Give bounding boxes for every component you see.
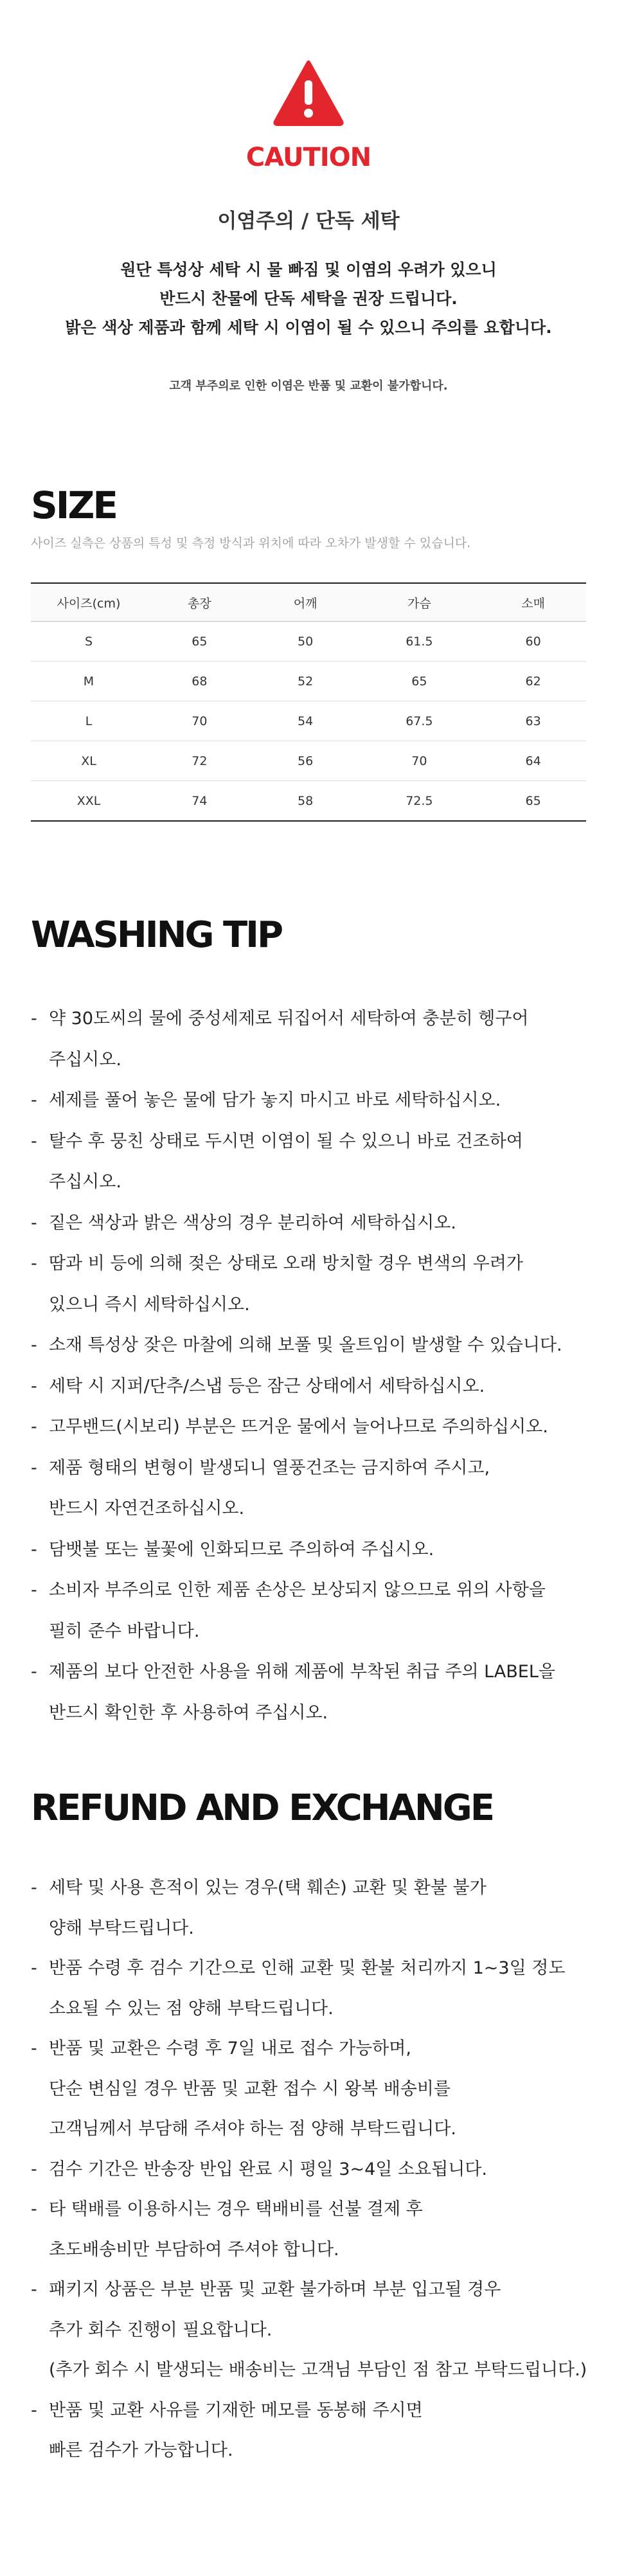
list-item	[31, 2316, 272, 2341]
table-row	[31, 622, 586, 662]
list-text: 양해 부탁드립니다.	[49, 1918, 194, 1938]
list-dash: -	[31, 1580, 37, 1600]
table-row	[31, 701, 586, 741]
list-text: 빠른 검수가 가능합니다.	[49, 2440, 233, 2460]
list-item	[31, 1372, 485, 1397]
table-cell: 70	[147, 701, 253, 741]
table-cell: XXL	[31, 781, 147, 822]
list-item	[31, 1657, 555, 1682]
list-item	[31, 1954, 565, 1979]
table-row	[31, 741, 586, 781]
list-item	[31, 1249, 523, 1274]
list-dash: -	[31, 1417, 37, 1437]
list-dash: -	[31, 2039, 37, 2058]
list-dash: -	[31, 1958, 37, 1978]
list-item	[31, 1045, 121, 1070]
list-item	[31, 1004, 528, 1029]
list-text: 소요될 수 있는 점 양해 부탁드립니다.	[49, 1998, 334, 2019]
list-item	[31, 1617, 199, 1642]
list-text: 약 30도씨의 물에 중성세제로 뒤집어서 세탁하여 충분히 헹구어	[49, 1009, 529, 1029]
list-item	[31, 2436, 233, 2461]
list-dash: -	[31, 2400, 37, 2420]
table-row	[31, 662, 586, 701]
table-cell: 61.5	[358, 622, 480, 662]
size-table-header: 가슴	[358, 583, 480, 622]
list-text: (추가 회수 시 발생되는 배송비는 고객님 부담인 점 참고 부탁드립니다.)	[49, 2360, 587, 2380]
table-cell: L	[31, 701, 147, 741]
list-text: 제품의 보다 안전한 사용을 위해 제품에 부착된 취급 주의 LABEL을	[49, 1662, 555, 1682]
list-item	[31, 2275, 501, 2300]
list-item	[31, 1994, 334, 2019]
caution-line: 밝은 색상 제품과 함께 세탁 시 이염이 될 수 있으니 주의를 요합니다.	[65, 318, 552, 337]
table-cell: M	[31, 662, 147, 701]
table-cell: 56	[253, 741, 359, 781]
list-dash: -	[31, 1539, 37, 1560]
table-cell: 67.5	[358, 701, 480, 741]
list-item	[31, 1331, 562, 1356]
list-item	[31, 1127, 523, 1152]
list-text: 세탁 시 지퍼/단추/스냅 등은 잠근 상태에서 세탁하십시오.	[49, 1376, 485, 1396]
list-dash: -	[31, 2199, 37, 2219]
list-item	[31, 1209, 456, 1234]
table-cell: 50	[253, 622, 359, 662]
table-cell: 65	[480, 781, 586, 822]
table-cell: 74	[147, 781, 253, 822]
table-cell: 65	[147, 622, 253, 662]
list-dash: -	[31, 1090, 37, 1110]
caution-note: 고객 부주의로 인한 이염은 반품 및 교환이 불가합니다.	[169, 379, 448, 393]
list-item	[31, 2075, 451, 2100]
list-text: 제품 형태의 변형이 발생되니 열풍건조는 금지하여 주시고,	[49, 1457, 490, 1478]
list-text: 초도배송비만 부담하여 주셔야 합니다.	[49, 2239, 339, 2260]
table-cell: 54	[253, 701, 359, 741]
list-item	[31, 1698, 328, 1724]
table-cell: 70	[358, 741, 480, 781]
list-item	[31, 1454, 490, 1479]
list-dash: -	[31, 1376, 37, 1396]
warning-triangle-icon	[273, 60, 344, 127]
list-item	[31, 1167, 121, 1193]
table-cell: 68	[147, 662, 253, 701]
list-item	[31, 2355, 587, 2381]
list-dash: -	[31, 1131, 37, 1151]
list-item	[31, 1290, 250, 1315]
list-item	[31, 1873, 487, 1898]
list-text: 패키지 상품은 부분 반품 및 교환 불가하며 부분 입고될 경우	[49, 2280, 501, 2300]
list-dash: -	[31, 1335, 37, 1355]
list-item	[31, 1535, 434, 1560]
refund-heading: REFUND AND EXCHANGE	[31, 1787, 493, 1829]
list-text: 짙은 색상과 밝은 색상의 경우 분리하여 세탁하십시오.	[49, 1212, 456, 1233]
size-table-header: 소매	[480, 583, 586, 622]
list-item	[31, 1086, 501, 1111]
table-cell: 60	[480, 622, 586, 662]
size-table	[31, 582, 586, 822]
list-item	[31, 2034, 411, 2059]
list-text: 반드시 자연건조하십시오.	[49, 1499, 245, 1518]
size-table-header: 사이즈(cm)	[31, 583, 147, 622]
list-dash: -	[31, 2280, 37, 2300]
list-text: 담뱃불 또는 불꽃에 인화되므로 주의하여 주십시오.	[49, 1539, 434, 1560]
list-text: 소비자 부주의로 인한 제품 손상은 보상되지 않으므로 위의 사항을	[49, 1580, 546, 1600]
list-item	[31, 2114, 456, 2139]
list-item	[31, 2195, 423, 2220]
table-cell: 64	[480, 741, 586, 781]
list-text: 단순 변심일 경우 반품 및 교환 접수 시 왕복 배송비를	[49, 2078, 451, 2099]
list-text: 필히 준수 바랍니다.	[49, 1621, 200, 1641]
list-item	[31, 2155, 487, 2180]
list-text: 반품 및 교환은 수령 후 7일 내로 접수 가능하며,	[49, 2039, 411, 2058]
list-dash: -	[31, 1254, 37, 1274]
caution-word: CAUTION	[246, 143, 371, 172]
list-dash: -	[31, 1457, 37, 1478]
list-text: 땀과 비 등에 의해 젖은 상태로 오래 방치할 경우 변색의 우려가	[49, 1254, 523, 1274]
list-dash: -	[31, 1878, 37, 1898]
size-note: 사이즈 실측은 상품의 특성 및 측정 방식과 위치에 따라 오차가 발생할 수 있습니다.	[31, 536, 471, 550]
table-cell: 52	[253, 662, 359, 701]
list-item	[31, 2235, 339, 2260]
table-row	[31, 781, 586, 822]
list-text: 검수 기간은 반송장 반입 완료 시 평일 3~4일 소요됩니다.	[49, 2159, 487, 2179]
size-heading: SIZE	[31, 483, 117, 527]
list-item	[31, 2396, 423, 2421]
list-dash: -	[31, 1212, 37, 1233]
size-table-header-row	[31, 583, 586, 622]
caution-title: 이염주의 / 단독 세탁	[217, 210, 400, 233]
list-dash: -	[31, 1009, 37, 1029]
list-text: 주십시오.	[49, 1172, 121, 1192]
list-text: 타 택배를 이용하시는 경우 택배비를 선불 결제 후	[49, 2199, 423, 2219]
table-cell: 72	[147, 741, 253, 781]
list-dash: -	[31, 1662, 37, 1682]
list-text: 탈수 후 뭉친 상태로 두시면 이염이 될 수 있으니 바로 건조하여	[49, 1131, 523, 1151]
table-cell: 65	[358, 662, 480, 701]
list-item	[31, 1576, 546, 1601]
list-text: 반품 및 교환 사유를 기재한 메모를 동봉해 주시면	[49, 2400, 423, 2420]
list-item	[31, 1412, 548, 1437]
table-cell: 63	[480, 701, 586, 741]
size-table-header: 총장	[147, 583, 253, 622]
list-text: 반품 수령 후 검수 기간으로 인해 교환 및 환불 처리까지 1~3일 정도	[49, 1958, 566, 1978]
list-text: 추가 회수 진행이 필요합니다.	[49, 2319, 273, 2340]
list-text: 주십시오.	[49, 1049, 121, 1070]
caution-line: 원단 특성상 세탁 시 물 빠짐 및 이염의 우려가 있으니	[120, 260, 497, 279]
list-text: 고객님께서 부담해 주셔야 하는 점 양해 부탁드립니다.	[49, 2119, 456, 2139]
list-dash: -	[31, 2159, 37, 2179]
size-table-header: 어깨	[253, 583, 359, 622]
list-text: 고무밴드(시보리) 부분은 뜨거운 물에서 늘어나므로 주의하십시오.	[49, 1417, 548, 1437]
table-cell: S	[31, 622, 147, 662]
caution-line: 반드시 찬물에 단독 세탁을 권장 드립니다.	[159, 289, 458, 308]
table-cell: XL	[31, 741, 147, 781]
list-item	[31, 1914, 194, 1939]
list-text: 세탁 및 사용 흔적이 있는 경우(택 훼손) 교환 및 환불 불가	[49, 1878, 487, 1898]
list-text: 있으니 즉시 세탁하십시오.	[49, 1294, 250, 1315]
list-item	[31, 1494, 244, 1519]
list-text: 소재 특성상 잦은 마찰에 의해 보풀 및 올트임이 발생할 수 있습니다.	[49, 1335, 562, 1355]
table-cell: 58	[253, 781, 359, 822]
washing-heading: WASHING TIP	[31, 914, 282, 956]
table-cell: 62	[480, 662, 586, 701]
table-cell: 72.5	[358, 781, 480, 822]
list-text: 세제를 풀어 놓은 물에 담가 놓지 마시고 바로 세탁하십시오.	[49, 1090, 501, 1110]
list-text: 반드시 확인한 후 사용하여 주십시오.	[49, 1702, 328, 1723]
